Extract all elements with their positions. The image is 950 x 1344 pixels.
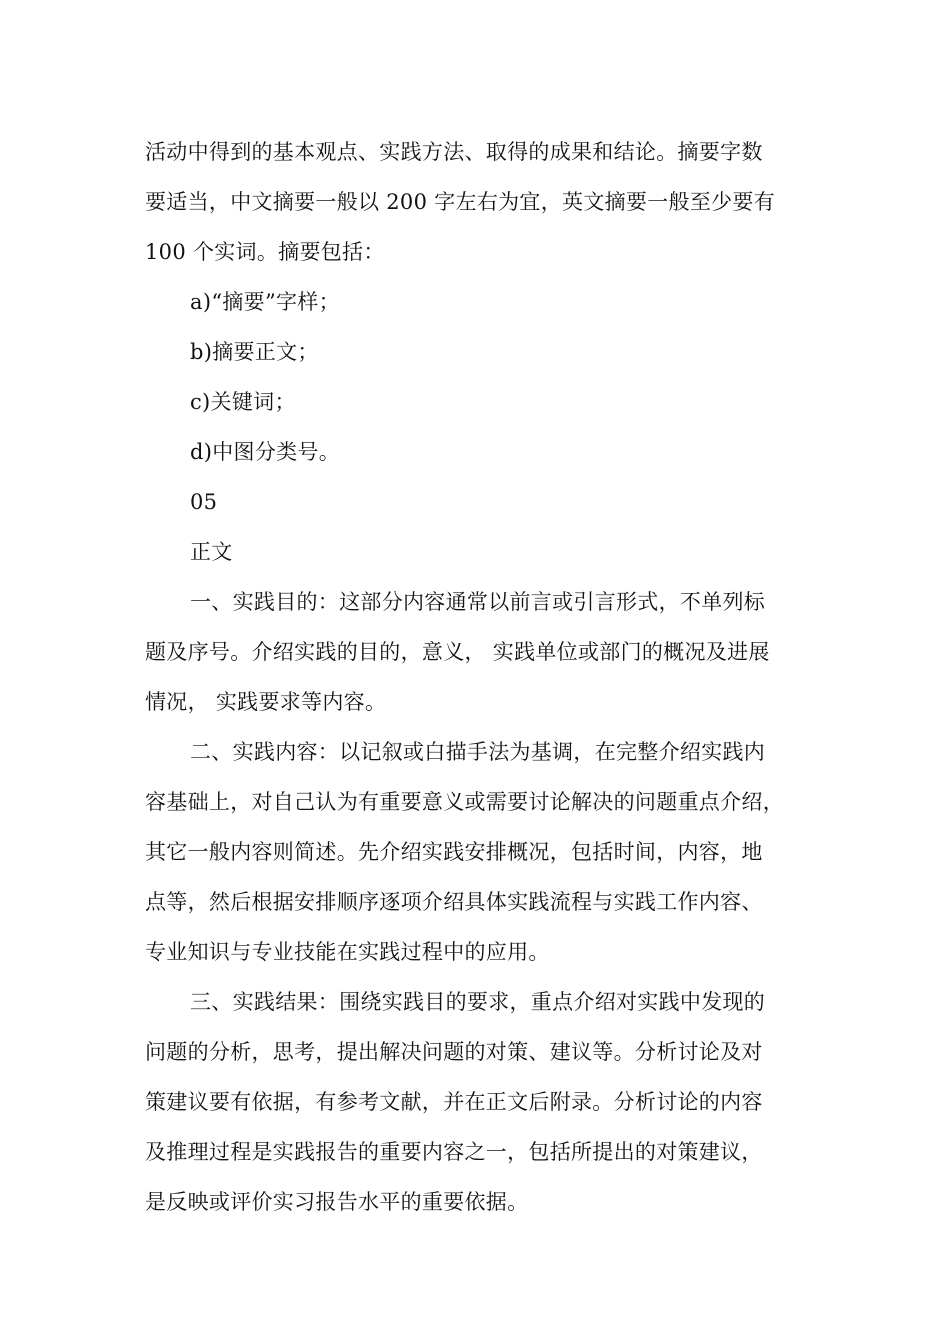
text-line: 专业知识与专业技能在实践过程中的应用。 <box>145 940 550 964</box>
text-line: 情况， 实践要求等内容。 <box>145 690 387 714</box>
text-line: 容基础上，对自己认为有重要意义或需要讨论解决的问题重点介绍， <box>145 790 784 814</box>
section-number: 05 <box>190 490 218 514</box>
list-item: b)摘要正文； <box>190 340 319 364</box>
text-line: 点等，然后根据安排顺序逐项介绍具体实践流程与实践工作内容、 <box>145 890 763 914</box>
text-line: 二、实践内容：以记叙或白描手法为基调，在完整介绍实践内 <box>190 740 766 764</box>
section-title: 正文 <box>190 540 233 564</box>
list-item: c)关键词； <box>190 390 296 414</box>
text-line: 活动中得到的基本观点、实践方法、取得的成果和结论。摘要字数 <box>145 140 763 164</box>
text-line: 问题的分析，思考，提出解决问题的对策、建议等。分析讨论及对 <box>145 1040 763 1064</box>
text-line: 是反映或评价实习报告水平的重要依据。 <box>145 1190 529 1214</box>
text-line: 100 个实词。摘要包括： <box>145 240 385 264</box>
list-item: a)“摘要”字样； <box>190 290 340 314</box>
text-line: 策建议要有依据，有参考文献，并在正文后附录。分析讨论的内容 <box>145 1090 763 1114</box>
text-line: 题及序号。介绍实践的目的，意义， 实践单位或部门的概况及进展 <box>145 640 770 664</box>
text-line: 三、实践结果：围绕实践目的要求，重点介绍对实践中发现的 <box>190 990 766 1014</box>
text-line: 要适当，中文摘要一般以 200 字左右为宜，英文摘要一般至少要有 <box>145 190 776 214</box>
text-line: 一、实践目的：这部分内容通常以前言或引言形式，不单列标 <box>190 590 766 614</box>
text-line: 其它一般内容则简述。先介绍实践安排概况，包括时间，内容，地 <box>145 840 763 864</box>
text-line: 及推理过程是实践报告的重要内容之一，包括所提出的对策建议， <box>145 1140 763 1164</box>
list-item: d)中图分类号。 <box>190 440 341 464</box>
